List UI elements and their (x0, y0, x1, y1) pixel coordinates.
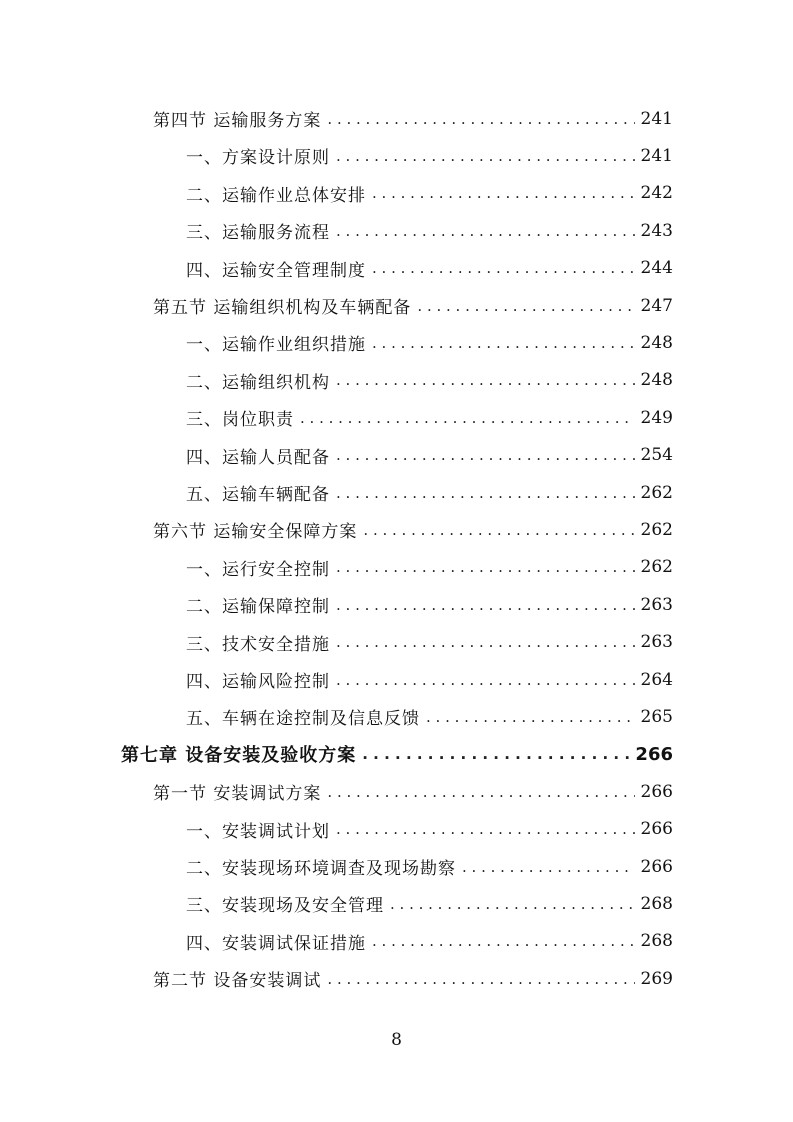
toc-dot-leader (327, 970, 634, 988)
toc-dot-leader (372, 184, 635, 202)
toc-subsection-entry[interactable] (186, 137, 673, 174)
toc-dot-leader (336, 222, 635, 240)
toc-entry-title: 二、运输作业总体安排 (186, 185, 366, 206)
toc-entry-page: 264 (640, 669, 673, 690)
toc-subsection-entry[interactable] (186, 399, 673, 436)
toc-subsection-entry[interactable] (186, 923, 673, 960)
toc-entry-title: 一、运行安全控制 (186, 559, 330, 580)
toc-entry-page: 263 (640, 632, 673, 653)
toc-dot-leader (336, 371, 635, 389)
toc-chapter-entry[interactable] (121, 736, 673, 773)
toc-subsection-entry[interactable] (186, 474, 673, 511)
toc-entry-page: 241 (640, 108, 673, 129)
toc-entry-page: 244 (640, 258, 673, 279)
toc-subsection-entry[interactable] (186, 848, 673, 885)
toc-dot-leader (362, 745, 629, 763)
toc-dot-leader (327, 783, 634, 801)
toc-entry-title: 四、运输人员配备 (186, 447, 330, 468)
toc-entry-title: 四、运输风险控制 (186, 672, 330, 692)
toc-entry-page: 266 (640, 856, 673, 877)
toc-dot-leader (300, 409, 635, 427)
toc-entry-page: 266 (640, 819, 673, 840)
toc-entry-title: 二、安装现场环境调查及现场勘察 (186, 859, 456, 879)
toc-dot-leader (417, 297, 634, 315)
toc-dot-leader (372, 259, 635, 277)
toc-dot-leader (336, 446, 635, 464)
toc-entry-page: 266 (640, 781, 673, 802)
toc-section-entry[interactable] (153, 960, 673, 997)
toc-entry-page: 247 (640, 295, 673, 316)
toc-entry-page: 249 (640, 407, 673, 428)
toc-entry-title: 第四节 运输服务方案 (153, 111, 322, 131)
toc-subsection-entry[interactable] (186, 811, 673, 848)
toc-subsection-entry[interactable] (186, 586, 673, 623)
toc-entry-page: 265 (640, 706, 673, 727)
toc-section-entry[interactable] (153, 287, 673, 324)
toc-entry-title: 一、运输作业组织措施 (186, 335, 366, 356)
toc-dot-leader (390, 895, 635, 913)
toc-entry-title: 第一节 安装调试方案 (153, 784, 322, 805)
toc-subsection-entry[interactable] (186, 212, 673, 249)
toc-section-entry[interactable] (153, 100, 673, 137)
toc-dot-leader (426, 708, 635, 726)
toc-entry-title: 第六节 运输安全保障方案 (153, 522, 358, 543)
toc-entry-title: 二、运输保障控制 (186, 597, 330, 618)
toc-entry-page: 254 (640, 445, 673, 466)
toc-entry-title: 四、安装调试保证措施 (186, 933, 366, 954)
toc-entry-title: 第七章 设备安装及验收方案 (121, 745, 357, 767)
toc-subsection-entry[interactable] (186, 250, 673, 287)
toc-entry-page: 243 (640, 220, 673, 241)
toc-dot-leader (336, 596, 635, 614)
toc-entry-page: 262 (640, 519, 673, 540)
toc-dot-leader (462, 858, 635, 876)
toc-entry-title: 三、岗位职责 (186, 410, 294, 431)
toc-dot-leader (372, 932, 635, 950)
toc-subsection-entry[interactable] (186, 549, 673, 586)
toc-entry-page: 262 (640, 482, 673, 503)
toc-entry-page: 268 (640, 893, 673, 914)
toc-subsection-entry[interactable] (186, 362, 673, 399)
toc-entry-page: 248 (640, 370, 673, 391)
toc-entry-title: 一、方案设计原则 (186, 148, 330, 169)
toc-entry-title: 三、运输服务流程 (186, 223, 330, 244)
toc-entry-title: 五、运输车辆配备 (186, 485, 330, 505)
toc-entry-page: 262 (640, 557, 673, 578)
toc-subsection-entry[interactable] (186, 175, 673, 212)
toc-entry-title: 二、运输组织机构 (186, 372, 330, 393)
toc-entry-title: 第二节 设备安装调试 (153, 971, 322, 992)
toc-dot-leader (363, 521, 634, 539)
toc-entry-page: 268 (640, 931, 673, 952)
toc-subsection-entry[interactable] (186, 698, 673, 735)
toc-entry-title: 三、安装现场及安全管理 (186, 896, 384, 917)
toc-entry-title: 第五节 运输组织机构及车辆配备 (153, 298, 412, 318)
toc-dot-leader (372, 334, 635, 352)
page-number: 8 (391, 1030, 402, 1050)
toc-section-entry[interactable] (153, 511, 673, 548)
toc-entry-title: 四、运输安全管理制度 (186, 260, 366, 281)
toc-subsection-entry[interactable] (186, 624, 673, 661)
toc-subsection-entry[interactable] (186, 437, 673, 474)
toc-dot-leader (336, 633, 635, 651)
toc-dot-leader (336, 147, 635, 165)
toc-entry-title: 五、车辆在途控制及信息反馈 (186, 709, 420, 730)
toc-entry-page: 241 (640, 145, 673, 166)
toc-dot-leader (336, 820, 635, 838)
toc-entry-page: 242 (640, 183, 673, 204)
toc-entry-page: 248 (640, 332, 673, 353)
toc-entry-title: 一、安装调试计划 (186, 821, 330, 842)
toc-dot-leader (327, 110, 634, 128)
toc-subsection-entry[interactable] (186, 885, 673, 922)
toc-dot-leader (336, 484, 635, 502)
toc-dot-leader (336, 671, 635, 689)
toc-entry-page: 269 (640, 968, 673, 989)
toc-section-entry[interactable] (153, 773, 673, 810)
toc-entry-title: 三、技术安全措施 (186, 634, 330, 655)
toc-entry-page: 263 (640, 594, 673, 615)
toc-dot-leader (336, 558, 635, 576)
toc-subsection-entry[interactable] (186, 324, 673, 361)
toc-entry-page: 266 (635, 743, 673, 765)
toc-subsection-entry[interactable] (186, 661, 673, 698)
